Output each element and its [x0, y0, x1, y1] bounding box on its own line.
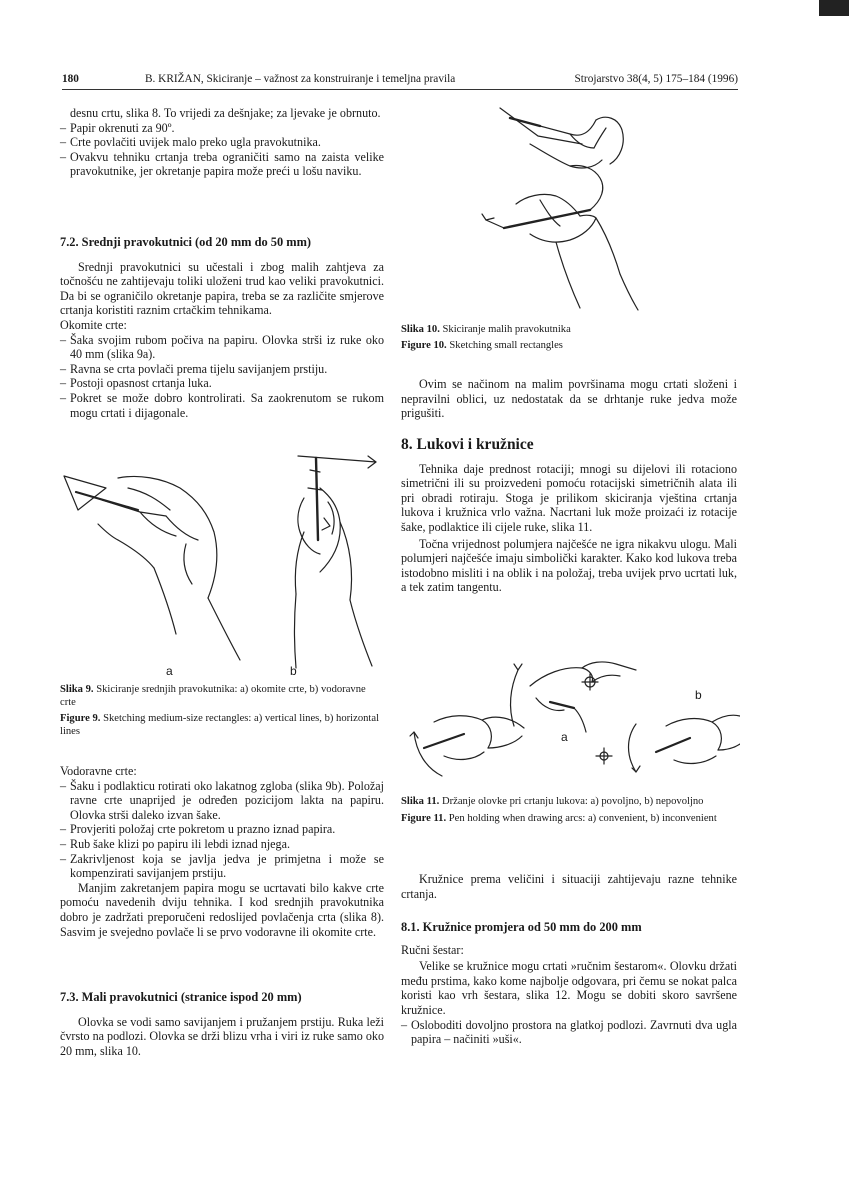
journal-reference: Strojarstvo 38(4, 5) 175–184 (1996)	[574, 73, 738, 85]
list-item: – Crte povlačiti uvijek malo preko ugla pravokutnika.	[60, 135, 384, 150]
continued-list-text: desnu crtu, slika 8. To vrijedi za dešnjake; za ljevake je obrnuto.	[70, 106, 381, 120]
paragraph-small-areas: Ovim se načinom na malim površinama mogu crtati složeni i nepravilni oblici, uz nedostatak da se drhtanje ruke jedva može prigušiti.	[401, 377, 737, 421]
caption-text-hr: Skiciranje srednjih pravokutnika: a) okomite crte, b) vodoravne crte	[60, 684, 366, 708]
right-paragraph-small	[401, 377, 737, 421]
list-item: – Postoji opasnost crtanja luka.	[60, 376, 384, 391]
okomite-label: Okomite crte:	[60, 317, 127, 332]
section-7-3	[60, 990, 384, 1058]
vodoravne-label: Vodoravne crte:	[60, 764, 137, 778]
section-8	[401, 438, 737, 595]
vodoravne-paragraph: Manjim zakretanjem papira mogu se ucrtavati bilo kakve crte pomoću navedenih dviju tehnika. I kod srednjih pravokutnika dobro je zadržati preporučeni redoslijed povlačenja crta (slika 8). Sasvim je svejedno povlače li se prvo vodoravne ili okomite crte.	[60, 880, 384, 939]
figure-11-label-b: b	[695, 688, 702, 702]
caption-text-en: Sketching medium-size rectangles: a) vertical lines, b) horizontal lines	[60, 713, 380, 737]
figure-11-illustration	[404, 652, 740, 788]
section-8-paragraph-2: Točna vrijednost polumjera najčešće ne igra nikakvu ulogu. Mali polumjeri najčešće imaju simbolički karakter. Kako kod lukova treba istodobno misliti i na oblik i na položaj, treba uvijek prvo ucrtati luk, a tek zatim tangentu.	[401, 536, 737, 595]
caption-label: Slika 10.	[401, 324, 440, 335]
page-number: 180	[62, 73, 79, 85]
figure-9-label-b: b	[290, 664, 297, 678]
list-item: – Osloboditi dovoljno prostora na glatkoj podlozi. Zavrnuti dva ugla papira – načiniti »uši«.	[401, 1018, 737, 1047]
list-item: – Ovakvu tehniku crtanja treba ograničiti samo na zaista velike pravokutnike, jer okretanje papira može preći u lošu naviku.	[60, 150, 384, 179]
header-rule	[62, 89, 738, 90]
figure-9-caption	[60, 684, 384, 738]
left-column-top	[60, 106, 384, 179]
figure-10-caption	[401, 324, 737, 352]
section-heading-8: 8. Lukovi i kružnice	[401, 436, 534, 453]
section-8-1-list	[401, 1018, 737, 1047]
list-item: – Ravna se crta povlači prema tijelu savijanjem prstiju.	[60, 362, 384, 377]
list-item: – Šaka svojim rubom počiva na papiru. Olovka strši iz ruke oko 40 mm (slika 9a).	[60, 333, 384, 362]
caption-text-hr: Skiciranje malih pravokutnika	[442, 324, 571, 335]
vodoravne-block	[60, 764, 384, 939]
running-title: B. KRIŽAN, Skiciranje – važnost za konstruiranje i temeljna pravila	[145, 73, 456, 85]
section-8-1	[401, 920, 737, 1047]
section-7-3-paragraph: Olovka se vodi samo savijanjem i pružanjem prstiju. Ruka leži čvrsto na podlozi. Olovka se drži blizu vrha i viri iz ruke samo oko 20 mm, slika 10.	[60, 1014, 384, 1058]
section-heading-7-3: 7.3. Mali pravokutnici (stranice ispod 20 mm)	[60, 990, 302, 1004]
section-8-1-paragraph: Velike se kružnice mogu crtati »ručnim šestarom«. Olovku držati među prstima, kako kome najbolje odgovara, pri čemu se nokat palca koristi kao vrh šestara, slika 12. Mogu se dobiti skoro savršene kružnice.	[401, 959, 737, 1017]
list-item: – Šaku i podlakticu rotirati oko lakatnog zgloba (slika 9b). Položaj ravne crte unaprijed je određen pozicijom lakta na papiru. Olovka strši daleko izvan šake.	[60, 779, 384, 823]
scan-edge-mark	[819, 0, 849, 16]
caption-label: Slika 11.	[401, 796, 440, 807]
caption-text-en: Pen holding when drawing arcs: a) convenient, b) inconvenient	[448, 812, 717, 824]
figure-11-drawing	[404, 652, 740, 788]
caption-label: Slika 9.	[60, 684, 94, 695]
section-7-2-paragraph: Srednji pravokutnici su učestali i zbog malih zahtjeva za točnošću ne zahtijevaju toliki uloženi trud kao veliki pravokutnici. Da bi se ograničilo okretanje papira, treba se za različite smjerove crtanja koristiti raznim crtačkim tehnikama.	[60, 259, 384, 318]
vodoravne-list	[60, 779, 384, 881]
list-item: – Pokret se može dobro kontrolirati. Sa zaokrenutom se rukom mogu crtati i dijagonale.	[60, 391, 384, 420]
okomite-list	[60, 333, 384, 421]
caption-text-hr: Držanje olovke pri crtanju lukova: a) povoljno, b) nepovoljno	[441, 796, 704, 807]
list-item: – Rub šake klizi po papiru ili lebdi iznad njega.	[60, 837, 384, 852]
rucni-sestar-label: Ručni šestar:	[401, 942, 464, 957]
figure-10-drawing	[470, 104, 650, 314]
figure-11-label-a: a	[561, 730, 568, 744]
caption-label-en: Figure 10.	[401, 339, 447, 351]
caption-label-en: Figure 9.	[60, 713, 101, 725]
caption-text-en: Sketching small rectangles	[449, 339, 563, 351]
right-paragraph-kruznice	[401, 872, 737, 901]
section-heading-8-1: 8.1. Kružnice promjera od 50 mm do 200 mm	[401, 920, 642, 934]
list-item: – Zakrivljenost koja se javlja jedva je primjetna i može se kompenzirati savijanjem prstiju.	[60, 852, 384, 881]
section-7-2	[60, 235, 384, 420]
figure-11-caption	[401, 796, 737, 825]
figure-10-illustration	[470, 104, 650, 314]
top-list	[60, 121, 384, 179]
figure-9-illustration	[58, 448, 388, 678]
paragraph-kruznice: Kružnice prema veličini i situaciji zahtijevaju razne tehnike crtanja.	[401, 872, 737, 901]
list-item: – Provjeriti položaj crte pokretom u prazno iznad papira.	[60, 822, 384, 837]
figure-9-label-a: a	[166, 664, 173, 678]
figure-9-drawing	[58, 448, 388, 678]
section-8-paragraph-1: Tehnika daje prednost rotaciji; mnogi su dijelovi ili rotaciono simetrični ili su proizvedeni pomoću rotacijski simetričnih alata ili pri obradi rotiraju. Stoga je prilikom skiciranja vještina crtanja lukova i kružnica vrlo važna. Nacrtani luk može proizaći iz rotacije šake, podlaktice ili cijele ruke, slika 11.	[401, 461, 737, 534]
caption-label-en: Figure 11.	[401, 812, 447, 824]
list-item: – Papir okrenuti za 90º.	[60, 121, 384, 136]
section-heading-7-2: 7.2. Srednji pravokutnici (od 20 mm do 50 mm)	[60, 235, 312, 249]
